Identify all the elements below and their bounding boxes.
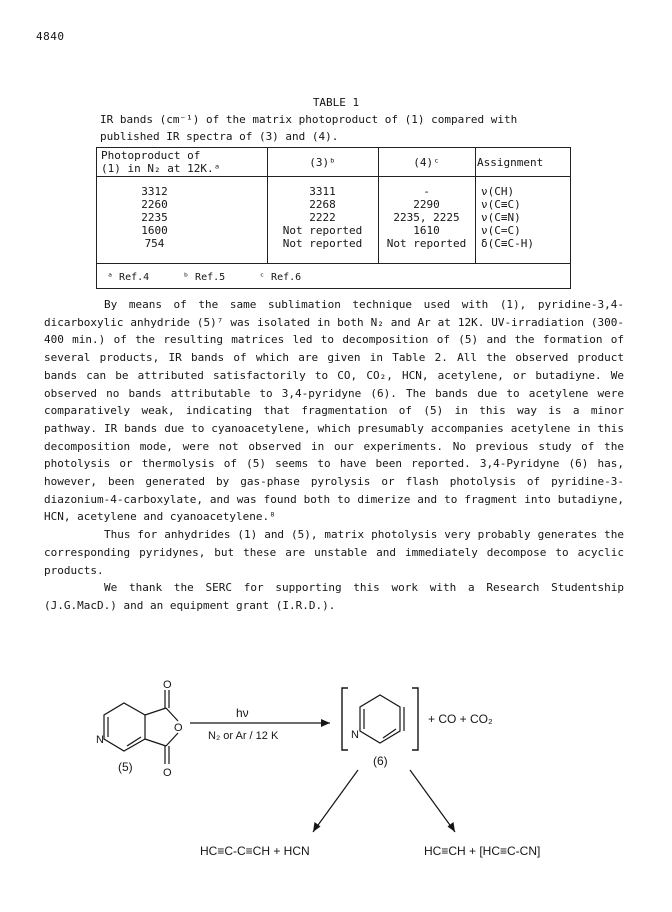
table-cell: ν(CH) [481, 185, 515, 198]
page-number: 4840 [36, 30, 65, 43]
table-cell: 2235, 2225 [393, 211, 460, 224]
products-right-text: HC≡CH + [HC≡C-CN] [424, 844, 541, 858]
table-cell: 2235 [141, 211, 168, 224]
paragraph-1: By means of the same sublimation technique used with (1), pyridine-3,4-dicarboxylic anhydride (5)⁷ was isolated in both N₂ and Ar at 12K. UV-irradiation (300-400 min.) of the resulting matrices led to decomposition of (5) and the formation of several products, IR bands of which are given in Table 2. All the observed product bands can be attributed satisfactorily to CO, CO₂, HCN, acetylene, or butadiyne. We observed no bands attributable to 3,4-pyridyne (6). The bands due to acetylene were comparatively weak, indicating that fragmentation of (5) in this way is a minor pathway. IR bands due to cyanoacetylene, which presumably accompanies acetylene in this decomposition mode, were not observed in our experiments. No previous study of the photolysis or thermolysis of (5) seems to have been reported. 3,4-Pyridyne (6) has, however, been generated by gas-phase pyrolysis or flash photolysis of pyridine-3-diazonium-4-carboxylate, and was found both to dimerize and to fragment into butadiyne, HCN, acetylene and cyanoacetylene.⁸ [44, 298, 624, 524]
atom-n-label: N [351, 729, 359, 741]
footnote-a: ᵃ Ref.4 [107, 272, 150, 283]
fragmentation-arrow-right [410, 770, 455, 832]
table-cell: Not reported [282, 224, 363, 237]
compound-6-label: (6) [373, 754, 388, 768]
footnote-c: ᶜ Ref.6 [259, 272, 302, 283]
arrow-condition-top: hν [236, 706, 249, 720]
paragraph-2: Thus for anhydrides (1) and (5), matrix photolysis very probably generates the corresponding pyridynes, but these are unstable and immediately decompose to acyclic products. [44, 528, 624, 577]
table-cell: 3311 [309, 185, 336, 198]
table-cell: 754 [144, 237, 165, 250]
table-cell: - [423, 185, 430, 198]
footnote-b: ᵇ Ref.5 [183, 272, 226, 283]
header-photoproduct-line1: Photoproduct of [101, 149, 201, 162]
arrow-condition-bottom: N₂ or Ar / 12 K [208, 730, 279, 742]
arrow-head-icon [321, 719, 330, 727]
header-compound-4: (4)ᶜ [413, 156, 440, 169]
header-assignment: Assignment [477, 156, 544, 169]
table-cell: 2260 [141, 198, 168, 211]
header-photoproduct-line2: (1) in N₂ at 12K.ᵃ [101, 162, 221, 175]
compound-5-label: (5) [118, 760, 133, 774]
fragmentation-arrow-left [313, 770, 358, 832]
table-cell: 1600 [141, 224, 168, 237]
pyridyne-6-structure [360, 695, 404, 743]
products-left-text: HC≡C-C≡CH + HCN [200, 844, 310, 858]
table-cell: 1610 [413, 224, 440, 237]
footnote-a-text: Ref.4 [119, 272, 150, 283]
footnote-c-text: Ref.6 [271, 272, 302, 283]
atom-o-label: O [163, 767, 172, 779]
paragraph-3: We thank the SERC for supporting this work with a Research Studentship (J.G.MacD.) and an equipment grant (I.R.D.). [44, 581, 624, 612]
atom-n-label: N [96, 734, 104, 746]
table-caption: IR bands (cm⁻¹) of the matrix photoproduct of (1) compared with published IR spectra of (3) and (4). [100, 113, 518, 143]
table-cell: Not reported [282, 237, 363, 250]
table-cell: 2268 [309, 198, 336, 211]
table-cell: ν(C≡N) [481, 211, 521, 224]
table-cell: 2290 [413, 198, 440, 211]
footnote-b-text: Ref.5 [195, 272, 226, 283]
table-cell: 2222 [309, 211, 336, 224]
anhydride-5-structure [104, 690, 178, 764]
table-cell: 3312 [141, 185, 168, 198]
table-cell: Not reported [386, 237, 467, 250]
table-cell: ν(C≡C) [481, 198, 521, 211]
atom-o-label: O [174, 722, 183, 734]
table-cell: δ(C≡C-H) [481, 237, 534, 250]
header-compound-3: (3)ᵇ [309, 156, 336, 169]
coproducts-text: + CO + CO₂ [428, 712, 493, 726]
table-cell: ν(C=C) [481, 224, 521, 237]
table-title: TABLE 1 [312, 96, 360, 109]
atom-o-label: O [163, 679, 172, 691]
